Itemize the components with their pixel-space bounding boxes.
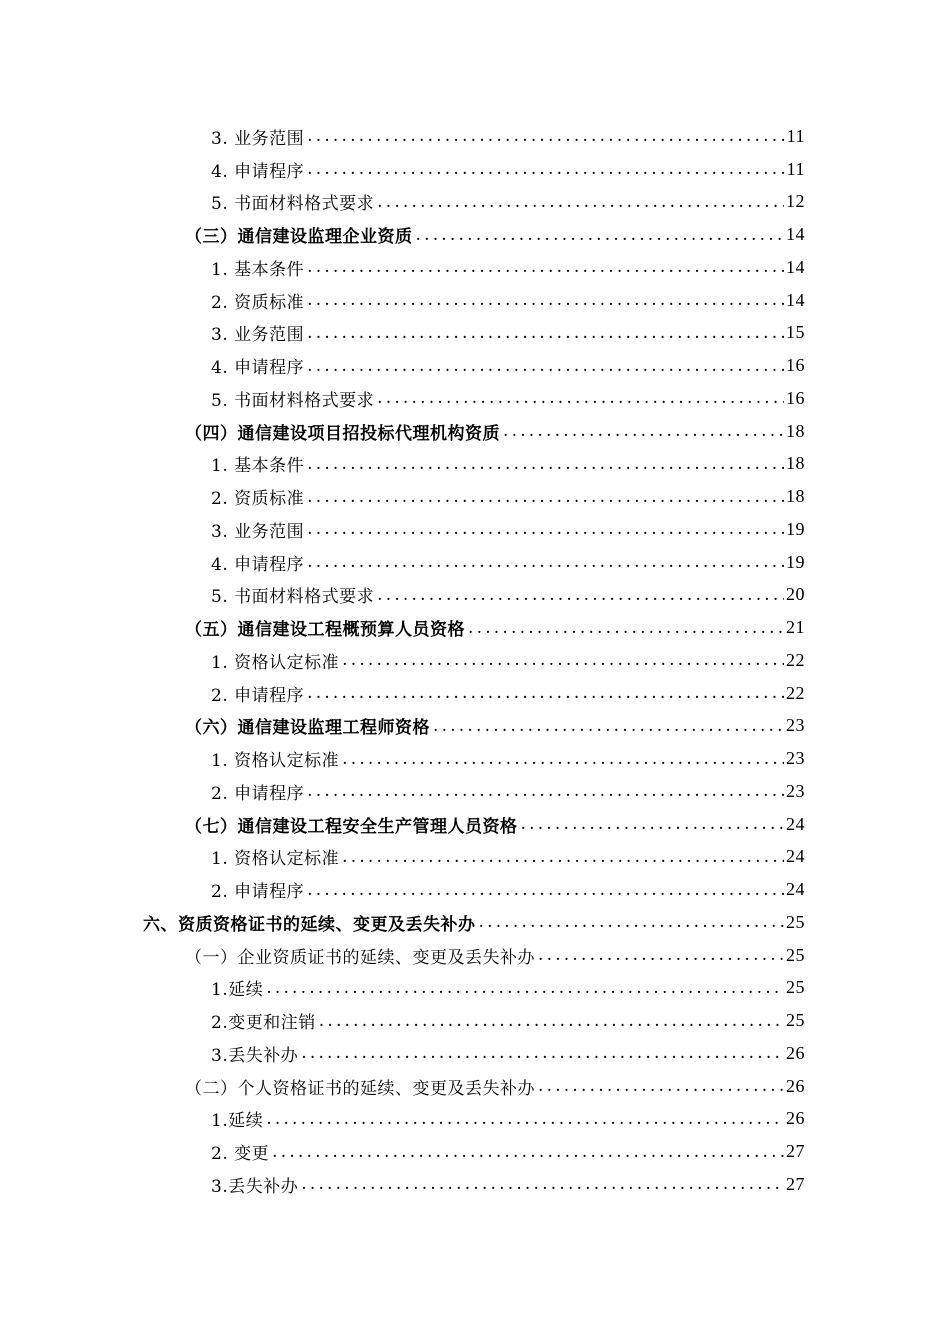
toc-entry[interactable] — [0, 841, 950, 874]
toc-entry-page-number: 15 — [786, 322, 805, 343]
toc-entry-title: （三）通信建设监理企业资质 — [185, 227, 413, 248]
toc-dot-leader — [301, 1174, 784, 1194]
toc-entry[interactable] — [0, 775, 950, 808]
toc-entry[interactable] — [0, 677, 950, 710]
toc-entry-page-number: 16 — [786, 355, 805, 376]
toc-entry-page-number: 25 — [786, 977, 805, 998]
toc-dot-leader — [468, 618, 784, 638]
toc-entry-page-number: 12 — [786, 191, 805, 212]
toc-entry-title: 2.变更和注销 — [211, 1013, 316, 1034]
toc-dot-leader — [416, 225, 785, 245]
toc-dot-leader — [307, 323, 784, 343]
toc-entry[interactable] — [0, 972, 950, 1005]
toc-dot-leader — [503, 421, 784, 441]
toc-entry-title: 2. 申请程序 — [211, 882, 305, 903]
toc-dot-leader — [538, 1076, 784, 1096]
toc-entry[interactable] — [0, 1103, 950, 1136]
toc-dot-leader — [342, 650, 784, 670]
toc-entry[interactable] — [0, 1004, 950, 1037]
toc-entry-title: 1. 基本条件 — [211, 456, 305, 477]
toc-entry-title: 1.延续 — [211, 1111, 264, 1132]
toc-entry[interactable] — [0, 906, 950, 939]
toc-dot-leader — [272, 1142, 784, 1162]
toc-dot-leader — [377, 192, 784, 212]
toc-entry-title: 4. 申请程序 — [211, 358, 305, 379]
toc-entry-title: （二）个人资格证书的延续、变更及丢失补办 — [185, 1078, 535, 1099]
toc-entry-page-number: 25 — [786, 1010, 805, 1031]
toc-dot-leader — [521, 814, 785, 834]
toc-entry-page-number: 23 — [786, 748, 805, 769]
toc-dot-leader — [266, 1109, 784, 1129]
toc-dot-leader — [266, 978, 784, 998]
toc-dot-leader — [307, 454, 784, 474]
toc-dot-leader — [307, 356, 784, 376]
toc-entry-page-number: 26 — [786, 1108, 805, 1129]
toc-entry-title: 5. 书面材料格式要求 — [211, 194, 375, 215]
toc-entry-page-number: 24 — [786, 879, 805, 900]
toc-dot-leader — [301, 1043, 784, 1063]
toc-entry[interactable] — [0, 546, 950, 579]
toc-entry[interactable] — [0, 742, 950, 775]
toc-entry-page-number: 18 — [786, 453, 805, 474]
toc-entry[interactable] — [0, 415, 950, 448]
toc-entry[interactable] — [0, 644, 950, 677]
toc-dot-leader — [307, 487, 784, 507]
toc-entry[interactable] — [0, 808, 950, 841]
toc-entry[interactable] — [0, 218, 950, 251]
toc-entry[interactable] — [0, 1037, 950, 1070]
toc-dot-leader — [538, 945, 784, 965]
toc-entry-title: 3. 业务范围 — [211, 325, 305, 346]
toc-entry-page-number: 25 — [786, 911, 805, 932]
toc-entry-page-number: 26 — [786, 1042, 805, 1063]
toc-dot-leader — [377, 585, 784, 605]
toc-entry-title: 1. 资格认定标准 — [211, 652, 340, 673]
toc-entry-page-number: 16 — [786, 387, 805, 408]
toc-entry-page-number: 19 — [786, 551, 805, 572]
toc-dot-leader — [342, 847, 784, 867]
toc-entry[interactable] — [0, 873, 950, 906]
toc-dot-leader — [307, 519, 784, 539]
toc-dot-leader — [377, 388, 784, 408]
toc-dot-leader — [307, 257, 784, 277]
toc-entry-page-number: 21 — [786, 617, 805, 638]
toc-dot-leader — [307, 290, 784, 310]
toc-entry[interactable] — [0, 611, 950, 644]
toc-entry-title: 1. 资格认定标准 — [211, 849, 340, 870]
toc-entry-title: 5. 书面材料格式要求 — [211, 587, 375, 608]
toc-entry[interactable] — [0, 251, 950, 284]
toc-entry-title: 2. 资质标准 — [211, 489, 305, 510]
toc-entry-page-number: 11 — [786, 125, 805, 146]
toc-entry-title: 4. 申请程序 — [211, 161, 305, 182]
toc-entry-title: 2. 变更 — [211, 1144, 270, 1165]
toc-entry-title: （七）通信建设工程安全生产管理人员资格 — [185, 816, 518, 837]
toc-entry-page-number: 23 — [786, 715, 805, 736]
toc-entry-title: （六）通信建设监理工程师资格 — [185, 718, 430, 739]
toc-entry-page-number: 11 — [786, 158, 805, 179]
toc-entry[interactable] — [0, 186, 950, 219]
toc-entry-title: （四）通信建设项目招投标代理机构资质 — [185, 423, 500, 444]
toc-entry[interactable] — [0, 284, 950, 317]
toc-entry-title: 5. 书面材料格式要求 — [211, 390, 375, 411]
toc-entry[interactable] — [0, 349, 950, 382]
toc-entry[interactable] — [0, 1168, 950, 1201]
toc-entry-title: 3.丢失补办 — [211, 1176, 299, 1197]
toc-entry-page-number: 23 — [786, 780, 805, 801]
toc-entry-title: 2. 资质标准 — [211, 292, 305, 313]
toc-entry-title: 1.延续 — [211, 980, 264, 1001]
toc-entry-title: 1. 资格认定标准 — [211, 751, 340, 772]
toc-entry-title: 2. 申请程序 — [211, 685, 305, 706]
toc-entry[interactable] — [0, 1135, 950, 1168]
toc-entry[interactable] — [0, 480, 950, 513]
toc-entry[interactable] — [0, 382, 950, 415]
toc-entry-page-number: 18 — [786, 420, 805, 441]
toc-entry[interactable] — [0, 1070, 950, 1103]
toc-entry-page-number: 22 — [786, 649, 805, 670]
toc-entry-title: 1. 基本条件 — [211, 259, 305, 280]
toc-entry-title: 六、资质资格证书的延续、变更及丢失补办 — [143, 914, 476, 935]
toc-entry-page-number: 14 — [786, 289, 805, 310]
toc-dot-leader — [319, 1011, 784, 1031]
toc-entry-page-number: 22 — [786, 682, 805, 703]
toc-dot-leader — [307, 683, 784, 703]
toc-entry-page-number: 25 — [786, 944, 805, 965]
toc-entry-title: 3. 业务范围 — [211, 128, 305, 149]
toc-entry-page-number: 19 — [786, 518, 805, 539]
toc-entry-page-number: 14 — [786, 224, 805, 245]
toc-entry[interactable] — [0, 513, 950, 546]
toc-dot-leader — [307, 880, 784, 900]
toc-entry-page-number: 18 — [786, 486, 805, 507]
toc-entry-page-number: 24 — [786, 846, 805, 867]
toc-entry-title: 2. 申请程序 — [211, 783, 305, 804]
toc-entry[interactable] — [0, 120, 950, 153]
toc-entry-title: （五）通信建设工程概预算人员资格 — [185, 620, 465, 641]
toc-dot-leader — [307, 159, 785, 179]
toc-entry-title: 3. 业务范围 — [211, 521, 305, 542]
toc-entry-title: 4. 申请程序 — [211, 554, 305, 575]
toc-entry-page-number: 20 — [786, 584, 805, 605]
toc-entry[interactable] — [0, 153, 950, 186]
toc-entry-page-number: 14 — [786, 256, 805, 277]
toc-entry-page-number: 27 — [786, 1141, 805, 1162]
toc-entry-page-number: 24 — [786, 813, 805, 834]
toc-entry[interactable] — [0, 939, 950, 972]
toc-entry-page-number: 26 — [786, 1075, 805, 1096]
toc-dot-leader — [307, 126, 785, 146]
toc-dot-leader — [433, 716, 784, 736]
toc-entry[interactable] — [0, 710, 950, 743]
toc-entry-title: （一）企业资质证书的延续、变更及丢失补办 — [185, 947, 535, 968]
toc-entry[interactable] — [0, 579, 950, 612]
toc-entry-page-number: 27 — [786, 1173, 805, 1194]
toc-entry[interactable] — [0, 317, 950, 350]
toc-entry-title: 3.丢失补办 — [211, 1045, 299, 1066]
toc-dot-leader — [479, 912, 785, 932]
toc-dot-leader — [307, 552, 784, 572]
toc-dot-leader — [307, 781, 784, 801]
table-of-contents — [0, 120, 950, 1201]
toc-entry[interactable] — [0, 448, 950, 481]
toc-dot-leader — [342, 749, 784, 769]
